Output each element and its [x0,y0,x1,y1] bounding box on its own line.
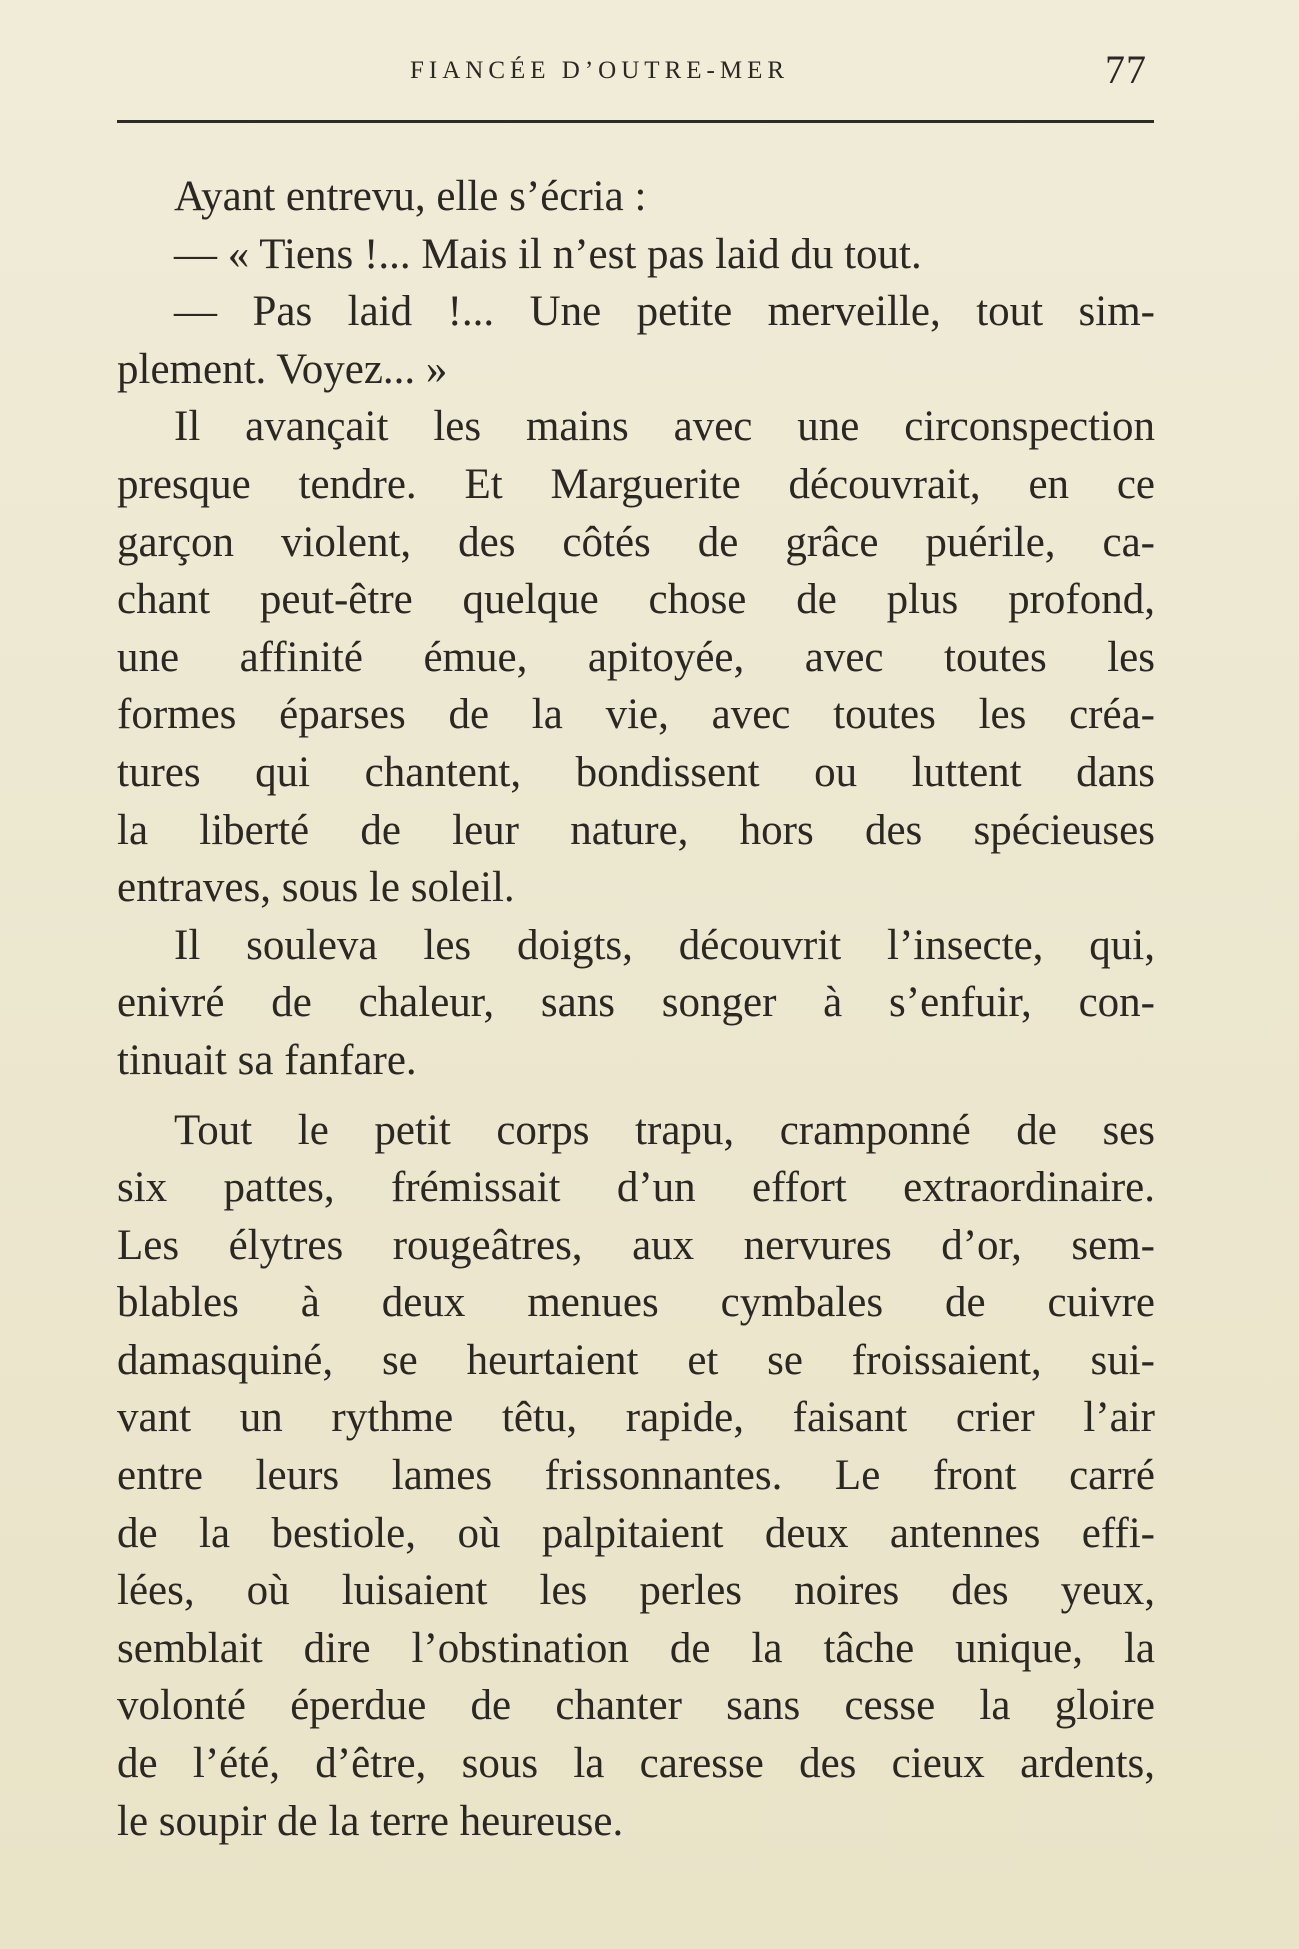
text-line: tinuait sa fanfare. [117,1036,417,1084]
text-line: entraves, sous le soleil. [117,864,515,912]
text-line: enivré de chaleur, sans songer à s’enfuir, con- [117,979,1155,1027]
text-line: plement. Voyez... » [117,345,448,393]
running-head-title: FIANCÉE D’OUTRE-MER [410,57,790,84]
header-rule [117,120,1154,123]
text-line: entre leurs lames frissonnantes. Le front carré [117,1452,1155,1500]
text-line: le soupir de la terre heureuse. [117,1797,624,1845]
body-text [117,168,1155,1850]
text-line: Les élytres rougeâtres, aux nervures d’or, sem- [117,1221,1155,1269]
page-number: 77 [1105,47,1147,92]
text-line: de l’été, d’être, sous la caresse des cieux ardents, [117,1740,1155,1788]
text-line: une affinité émue, apitoyée, avec toutes les [117,633,1155,681]
text-line: lées, où luisaient les perles noires des yeux, [117,1567,1155,1615]
text-line: chant peut-être quelque chose de plus profond, [117,576,1155,624]
text-line: damasquiné, se heurtaient et se froissaient, sui- [117,1336,1155,1384]
text-line: vant un rythme têtu, rapide, faisant crier l’air [117,1394,1155,1442]
text-line: formes éparses de la vie, avec toutes les créa- [117,691,1155,739]
text-line: semblait dire l’obstination de la tâche unique, la [117,1624,1155,1672]
text-line: Ayant entrevu, elle s’écria : [174,173,647,220]
text-line: la liberté de leur nature, hors des spécieuses [117,806,1155,854]
text-line: volonté éperdue de chanter sans cesse la gloire [117,1682,1155,1730]
text-line: tures qui chantent, bondissent ou luttent dans [117,748,1155,796]
text-line: presque tendre. Et Marguerite découvrait, en ce [117,460,1155,508]
text-line: Tout le petit corps trapu, cramponné de ses [174,1106,1155,1154]
text-line: Il souleva les doigts, découvrit l’insecte, qui, [174,921,1155,969]
running-head [0,38,1299,98]
text-line: six pattes, frémissait d’un effort extraordinaire. [117,1164,1155,1212]
text-line: blables à deux menues cymbales de cuivre [117,1279,1155,1327]
text-line: Il avançait les mains avec une circonspection [174,403,1155,451]
text-line: garçon violent, des côtés de grâce puérile, ca- [117,518,1155,566]
text-line: — « Tiens !... Mais il n’est pas laid du tout. [174,230,922,278]
text-line: de la bestiole, où palpitaient deux antennes effi- [117,1509,1155,1557]
text-line: — Pas laid !... Une petite merveille, tout sim- [174,288,1155,336]
